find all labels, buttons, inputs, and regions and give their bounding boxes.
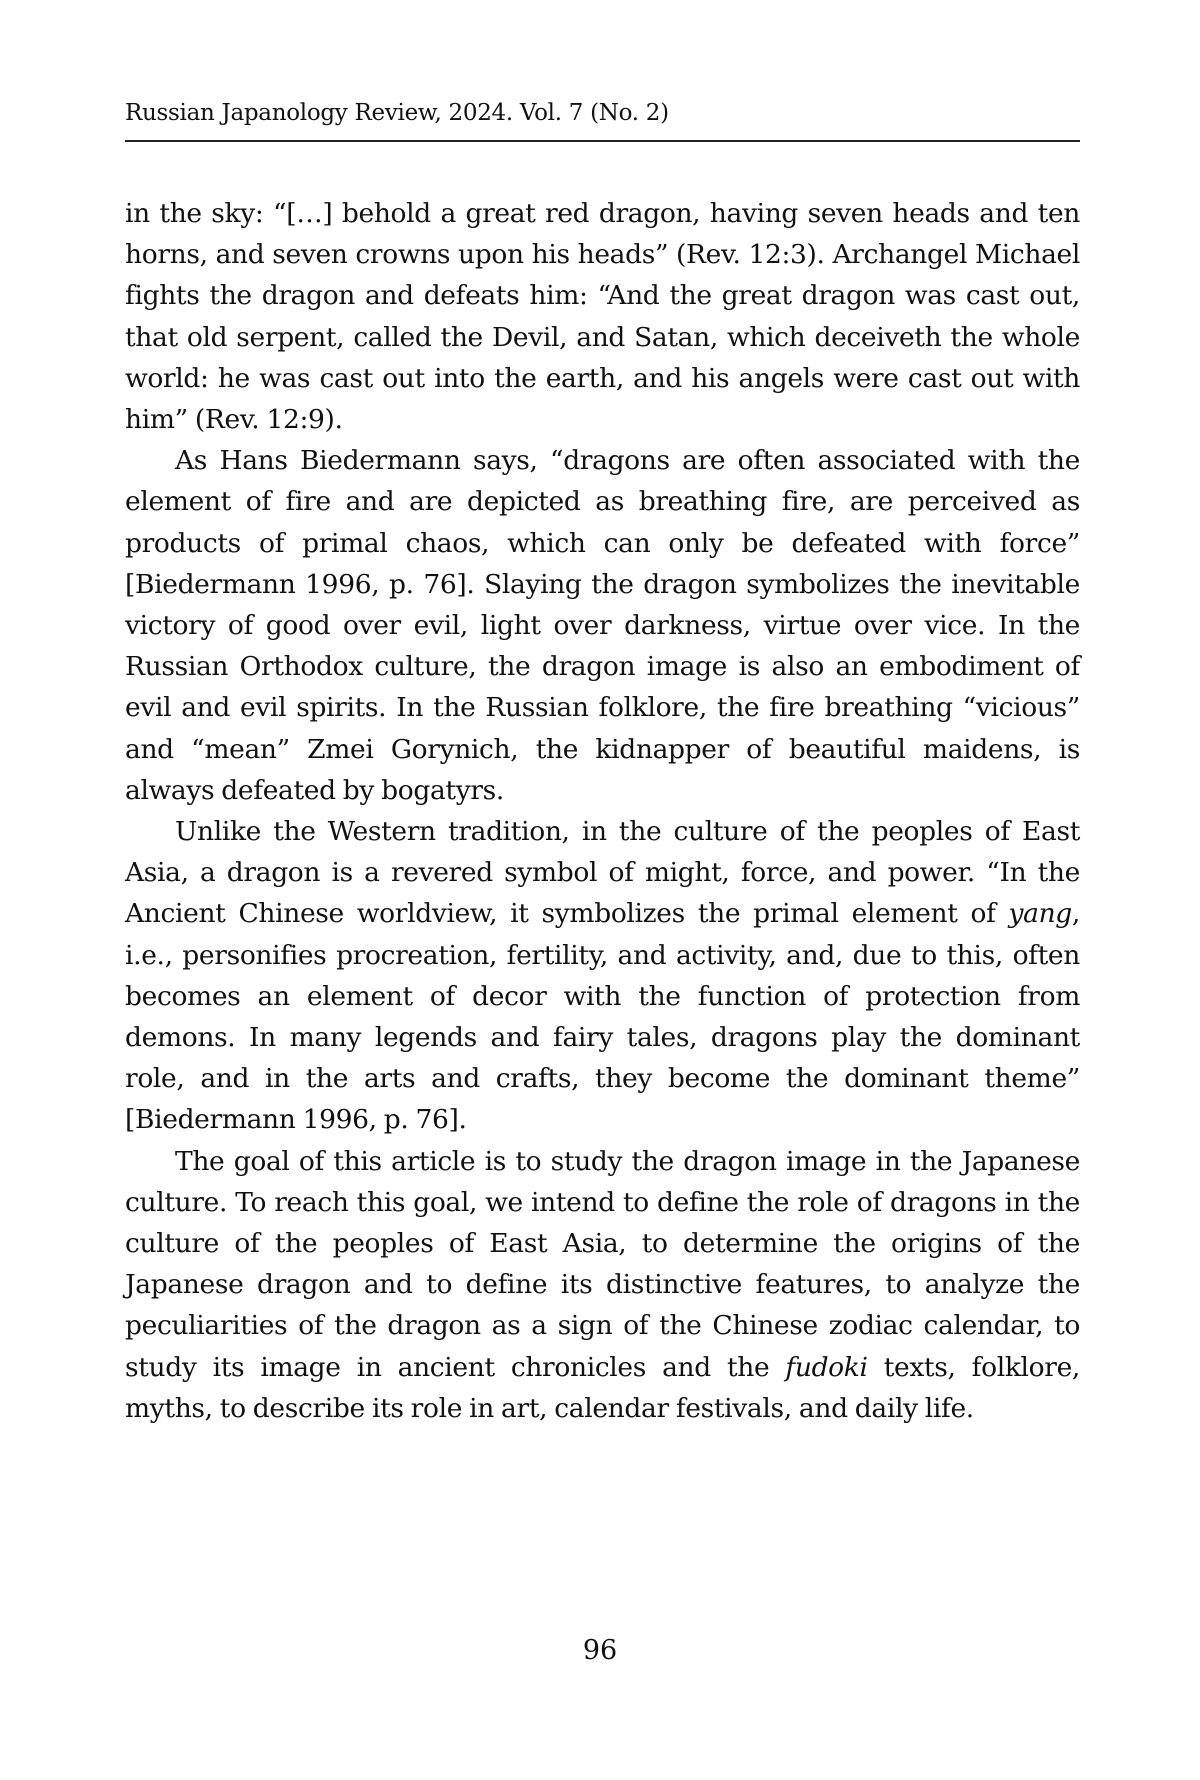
article-body (125, 193, 1080, 1429)
paragraph-4-text-end: texts, folklore, myths, to describe its role in art, calendar festivals, and daily life. (125, 1351, 1080, 1424)
paragraph-3-text-start: Unlike the Western tradition, in the culture of the peoples of East Asia, a dragon is a revered symbol of might, force, and power. “In the Ancient Chinese worldview, it symbolizes the primal element of (125, 816, 1080, 930)
paragraph-4 (125, 1141, 1080, 1429)
header-rule (125, 140, 1080, 142)
paragraph-1: in the sky: “[…] behold a great red dragon, having seven heads and ten horns, and seven crowns upon his heads” (Rev. 12:3). Archangel Michael fights the dragon and defeats him: “And the great dragon was cast out, that old serpent, called the Devil, and Satan, which deceiveth the whole world: he was cast out into the earth, and his angels were cast out with him” (Rev. 12:9). (125, 198, 1080, 436)
paragraph-3 (125, 811, 1080, 1141)
paragraph-2: As Hans Biedermann says, “dragons are often associated with the element of fire and are depicted as breathing fire, are perceived as products of primal chaos, which can only be defeated with force” [Biedermann 1996, p. 76]. Slaying the dragon symbolizes the inevitable victory of good over evil, light over darkness, virtue over vice. In the Russian Orthodox culture, the dragon image is also an embodiment of evil and evil spirits. In the Russian folklore, the fire breathing “vicious” and “mean” Zmei Gorynich, the kidnapper of beautiful maidens, is always defeated by bogatyrs. (125, 445, 1080, 806)
paragraph-3-text-end: , i.e., personifies procreation, fertility, and activity, and, due to this, often becomes an element of decor with the function of protection from demons. In many legends and fairy tales, dragons play the dominant role, and in the arts and crafts, they become the dominant theme” [Biedermann 1996, p. 76]. (125, 898, 1080, 1136)
term-yang: yang (1008, 898, 1072, 930)
paragraph-4-text-start: The goal of this article is to study the dragon image in the Japanese culture. To reach this goal, we intend to define the role of dragons in the culture of the peoples of East Asia, to determine the origins of the Japanese dragon and to define its distinctive features, to analyze the peculiarities of the dragon as a sign of the Chinese zodiac calendar, to study its image in ancient chronicles and the (125, 1145, 1080, 1383)
running-head: Russian Japanology Review, 2024. Vol. 7 (No. 2) (125, 100, 669, 126)
term-fudoki: fudoki (785, 1351, 868, 1383)
page-number: 96 (582, 1635, 618, 1666)
